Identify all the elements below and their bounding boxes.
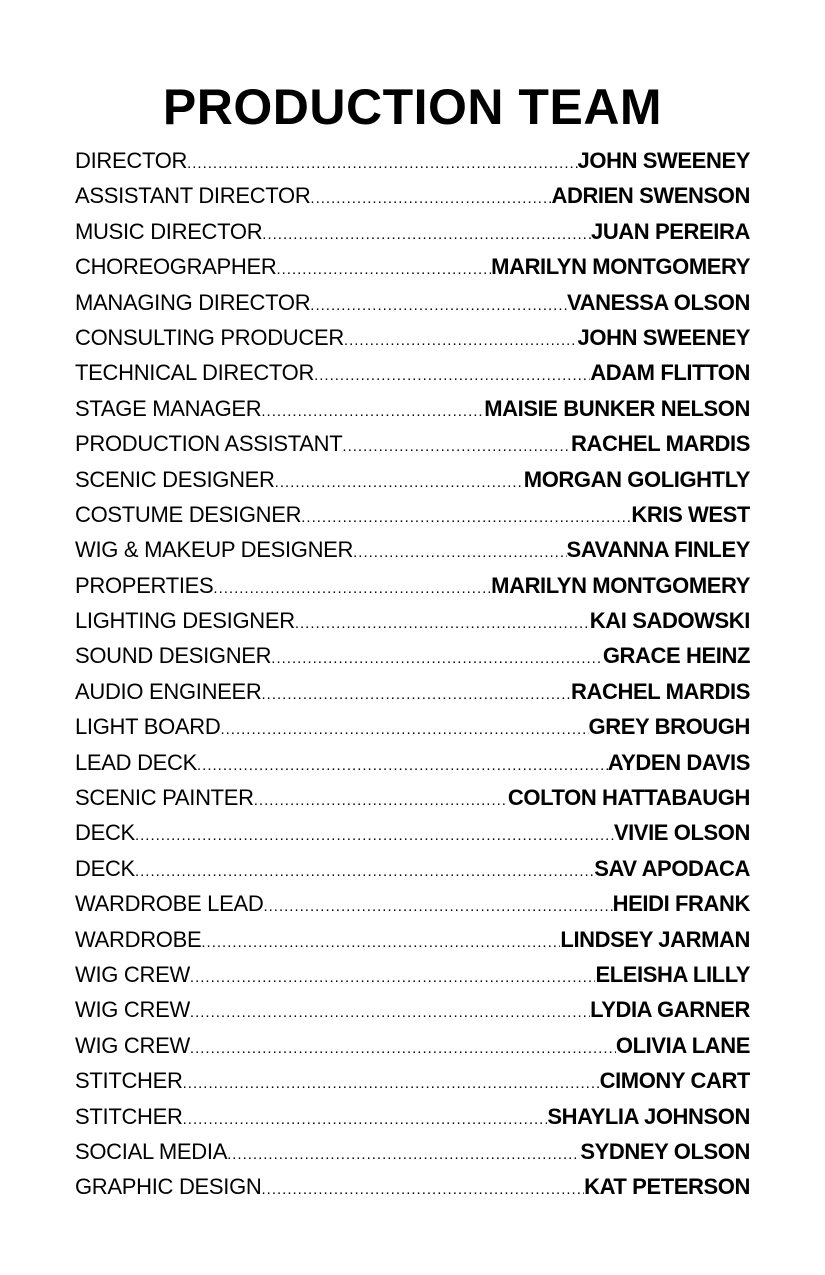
dot-leader [213, 571, 491, 603]
credit-name: AYDEN DAVIS [607, 749, 750, 775]
credit-role: WARDROBE [75, 926, 202, 952]
credit-name: SYDNEY OLSON [580, 1138, 750, 1164]
credit-role: AUDIO ENGINEER [75, 678, 262, 704]
credit-name: COLTON HATTABAUGH [507, 785, 750, 811]
credit-row [75, 355, 750, 390]
credit-row [75, 1134, 750, 1169]
credit-name: ADAM FLITTON [590, 360, 750, 386]
dot-leader [135, 818, 614, 850]
credit-name: ADRIEN SWENSON [551, 183, 750, 209]
credit-row [75, 426, 750, 461]
credit-row [75, 143, 750, 178]
credit-name: LINDSEY JARMAN [560, 926, 750, 952]
credit-row [75, 320, 750, 355]
dot-leader [276, 252, 491, 284]
dot-leader [190, 960, 596, 992]
credit-role: LIGHT BOARD [75, 714, 221, 740]
credit-role: WIG CREW [75, 1032, 190, 1058]
credit-row [75, 886, 750, 921]
credit-row [75, 285, 750, 320]
credit-role: PRODUCTION ASSISTANT [75, 431, 343, 457]
credit-role: WARDROBE LEAD [75, 891, 264, 917]
dot-leader [261, 394, 484, 426]
credit-row [75, 249, 750, 284]
credit-name: CIMONY CART [599, 1068, 750, 1094]
dot-leader [262, 1172, 585, 1204]
credit-role: WIG CREW [75, 961, 190, 987]
credit-role: GRAPHIC DESIGN [75, 1174, 262, 1200]
credit-name: MORGAN GOLIGHTLY [523, 466, 750, 492]
dot-leader [220, 712, 588, 744]
credits-list [75, 143, 750, 1205]
credit-name: SAVANNA FINLEY [566, 537, 750, 563]
credit-row [75, 992, 750, 1027]
dot-leader [201, 925, 560, 957]
credit-row [75, 922, 750, 957]
dot-leader [271, 641, 603, 673]
credit-name: VANESSA OLSON [566, 289, 750, 315]
credit-role: MUSIC DIRECTOR [75, 218, 263, 244]
dot-leader [275, 465, 524, 497]
credit-role: STAGE MANAGER [75, 395, 262, 421]
dot-leader [254, 783, 508, 815]
credit-role: TECHNICAL DIRECTOR [75, 360, 315, 386]
dot-leader [344, 323, 578, 355]
dot-leader [263, 889, 612, 921]
credit-name: VIVIE OLSON [613, 820, 750, 846]
dot-leader [135, 854, 594, 886]
credit-name: HEIDI FRANK [612, 891, 750, 917]
credit-row [75, 497, 750, 532]
credit-row [75, 214, 750, 249]
dot-leader [353, 535, 566, 567]
credit-name: GREY BROUGH [588, 714, 750, 740]
dot-leader [183, 1066, 600, 1098]
credit-name: MARILYN MONTGOMERY [491, 572, 750, 598]
credit-role: WIG & MAKEUP DESIGNER [75, 537, 354, 563]
credit-role: CHOREOGRAPHER [75, 254, 277, 280]
credit-name: MAISIE BUNKER NELSON [484, 395, 750, 421]
credit-role: SOUND DESIGNER [75, 643, 272, 669]
dot-leader [190, 1031, 616, 1063]
dot-leader [190, 995, 590, 1027]
credit-name: OLIVIA LANE [615, 1032, 750, 1058]
credit-role: SCENIC PAINTER [75, 785, 254, 811]
dot-leader [262, 217, 591, 249]
dot-leader [187, 146, 577, 178]
dot-leader [301, 500, 631, 532]
credit-role: STITCHER [75, 1068, 183, 1094]
credit-name: RACHEL MARDIS [571, 431, 750, 457]
credit-role: SCENIC DESIGNER [75, 466, 275, 492]
credit-row [75, 638, 750, 673]
credit-row [75, 957, 750, 992]
dot-leader [314, 358, 590, 390]
credit-role: PROPERTIES [75, 572, 214, 598]
credit-name: LYDIA GARNER [590, 997, 750, 1023]
credit-name: SHAYLIA JOHNSON [547, 1103, 750, 1129]
dot-leader [310, 288, 567, 320]
credit-role: DECK [75, 855, 135, 881]
credit-role: WIG CREW [75, 997, 190, 1023]
credit-name: GRACE HEINZ [602, 643, 750, 669]
credit-row [75, 709, 750, 744]
credit-row [75, 603, 750, 638]
credit-role: DECK [75, 820, 135, 846]
credit-role: SOCIAL MEDIA [75, 1138, 228, 1164]
credit-role: STITCHER [75, 1103, 183, 1129]
dot-leader [183, 1102, 548, 1134]
dot-leader [227, 1137, 580, 1169]
credit-role: LIGHTING DESIGNER [75, 608, 295, 634]
dot-leader [262, 677, 572, 709]
credit-role: ASSISTANT DIRECTOR [75, 183, 311, 209]
credit-row [75, 1169, 750, 1204]
credit-row [75, 462, 750, 497]
credit-name: MARILYN MONTGOMERY [491, 254, 750, 280]
credit-name: JUAN PEREIRA [590, 218, 750, 244]
credit-name: RACHEL MARDIS [571, 678, 750, 704]
credit-name: KAI SADOWSKI [589, 608, 750, 634]
credit-name: ELEISHA LILLY [595, 961, 750, 987]
credit-row [75, 815, 750, 850]
credit-role: MANAGING DIRECTOR [75, 289, 311, 315]
dot-leader [342, 429, 571, 461]
credit-name: JOHN SWEENEY [577, 324, 750, 350]
credit-row [75, 532, 750, 567]
credit-name: KRIS WEST [631, 501, 750, 527]
page-title: PRODUCTION TEAM [162, 79, 663, 135]
credit-name: SAV APODACA [594, 855, 750, 881]
credit-row [75, 1099, 750, 1134]
dot-leader [197, 748, 608, 780]
credit-role: DIRECTOR [75, 148, 188, 173]
credit-row [75, 391, 750, 426]
credit-row [75, 745, 750, 780]
credit-name: JOHN SWEENEY [577, 148, 750, 173]
dot-leader [295, 606, 590, 638]
credit-row [75, 674, 750, 709]
credit-row [75, 1063, 750, 1098]
credit-row [75, 178, 750, 213]
credit-role: CONSULTING PRODUCER [75, 324, 344, 350]
credit-row [75, 1028, 750, 1063]
credit-role: LEAD DECK [75, 749, 198, 775]
credit-row [75, 568, 750, 603]
credit-name: KAT PETERSON [584, 1174, 750, 1200]
credit-role: COSTUME DESIGNER [75, 501, 302, 527]
credit-row [75, 780, 750, 815]
dot-leader [310, 181, 551, 213]
credit-row [75, 851, 750, 886]
